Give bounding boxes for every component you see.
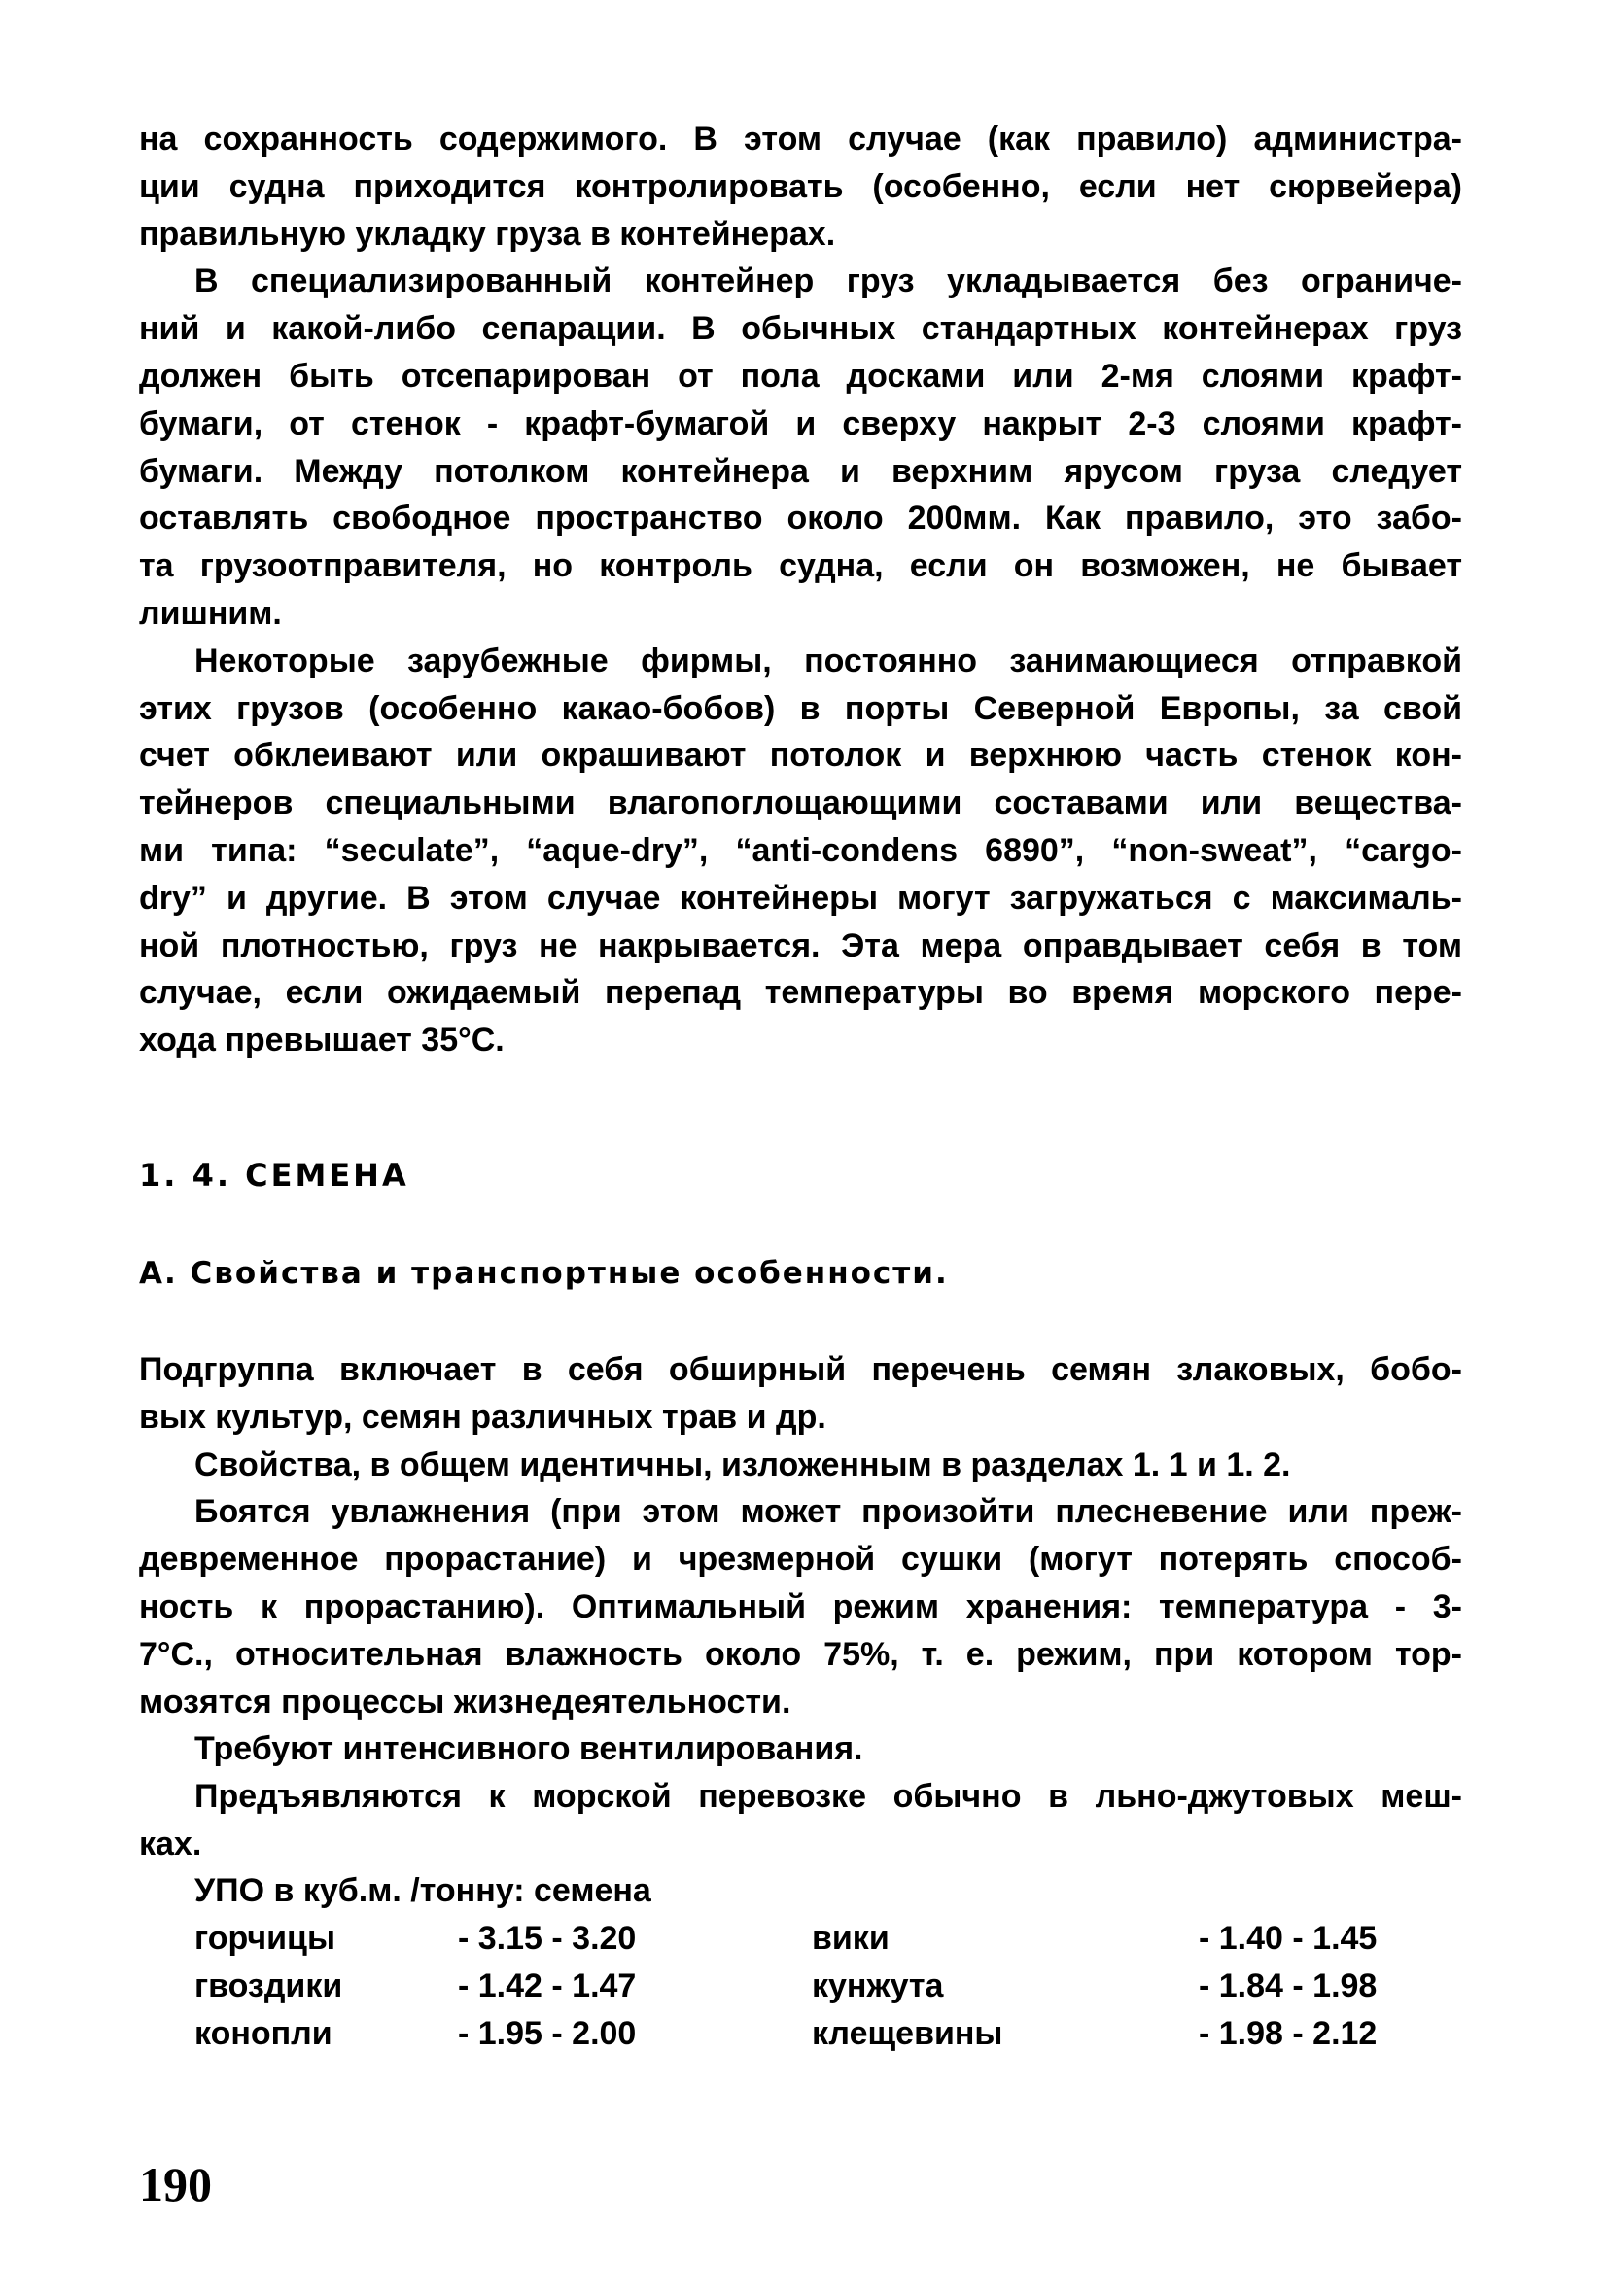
paragraph-line: мозятся процессы жизнедеятельности.: [139, 1683, 791, 1721]
paragraph-line: оставлять свободное пространство около 200мм. Как правило, это забо-: [139, 500, 1462, 538]
paragraph-line: ках.: [139, 1826, 202, 1862]
paragraph-line: на сохранность содержимого. В этом случае (как правило) администра-: [139, 121, 1462, 157]
table-caption: УПО в куб.м. /тонну: семена: [194, 1872, 651, 1909]
table-seed-name: кунжута: [812, 1967, 944, 2004]
paragraph-line: ной плотностью, груз не накрывается. Эта мера оправдывает себя в том: [139, 926, 1462, 964]
table-value: - 1.95 - 2.00: [458, 2015, 637, 2052]
table-value: - 1.40 - 1.45: [1199, 1920, 1378, 1957]
paragraph-line: хода превышает 35°С.: [139, 1022, 505, 1060]
paragraph-line: лишним.: [139, 595, 282, 632]
paragraph-line: девременное прорастание) и чрезмерной сушки (могут потерять способ-: [139, 1541, 1462, 1579]
paragraph-line: dry” и другие. В этом случае контейнеры могут загружаться с максималь-: [139, 879, 1462, 917]
table-value: - 1.98 - 2.12: [1199, 2015, 1378, 2052]
paragraph-line: вых культур, семян различных трав и др.: [139, 1398, 826, 1436]
paragraph-line: счет обклеивают или окрашивают потолок и верхнюю часть стенок кон-: [139, 737, 1462, 775]
paragraph-line: бумаги. Между потолком контейнера и верхним ярусом груза следует: [139, 452, 1462, 490]
paragraph-line: 7°С., относительная влажность около 75%, т. е. режим, при котором тор-: [139, 1635, 1462, 1673]
paragraph-line: ми типа: “seculate”, “aque-dry”, “anti-condens 6890”, “non-sweat”, “cargo-: [139, 832, 1462, 869]
paragraph-line: В специализированный контейнер груз укладывается без ограниче-: [194, 262, 1462, 300]
table-value: - 1.42 - 1.47: [458, 1967, 637, 2004]
table-seed-name: горчицы: [194, 1920, 335, 1957]
section-heading: 1. 4. СЕМЕНА: [139, 1157, 409, 1194]
paragraph-line: ции судна приходится контролировать (особенно, если нет сюрвейера): [139, 167, 1462, 205]
paragraph-line: Предъявляются к морской перевозке обычно в льно-джутовых меш-: [194, 1778, 1462, 1816]
table-value: - 3.15 - 3.20: [458, 1920, 637, 1957]
paragraph-line: этих грузов (особенно какао-бобов) в порты Северной Европы, за свой: [139, 689, 1462, 727]
paragraph-line: ний и какой-либо сепарации. В обычных стандартных контейнерах груз: [139, 310, 1462, 348]
page-number: 190: [139, 2157, 212, 2211]
paragraph-line: Требуют интенсивного вентилирования.: [194, 1730, 863, 1768]
paragraph-line: бумаги, от стенок - крафт-бумагой и сверху накрыт 2-3 слоями крафт-: [139, 404, 1462, 442]
table-seed-name: гвоздики: [194, 1967, 343, 2004]
paragraph-line: правильную укладку груза в контейнерах.: [139, 215, 836, 253]
paragraph-line: тейнеров специальными влагопоглощающими составами или вещества-: [139, 784, 1462, 822]
table-seed-name: вики: [812, 1920, 890, 1957]
paragraph-line: случае, если ожидаемый перепад температуры во время морского пере-: [139, 974, 1462, 1012]
paragraph-line: Боятся увлажнения (при этом может произойти плесневение или преж-: [194, 1493, 1462, 1531]
subheading: А. Свойства и транспортные особенности.: [139, 1256, 949, 1291]
paragraph-line: ность к прорастанию). Оптимальный режим хранения: температура - 3-: [139, 1588, 1462, 1625]
paragraph-line: Подгруппа включает в себя обширный перечень семян злаковых, бобо-: [139, 1351, 1462, 1388]
table-value: - 1.84 - 1.98: [1199, 1967, 1378, 2004]
paragraph-line: Некоторые зарубежные фирмы, постоянно занимающиеся отправкой: [194, 642, 1462, 679]
paragraph-line: Свойства, в общем идентичны, изложенным в разделах 1. 1 и 1. 2.: [194, 1445, 1291, 1483]
paragraph-line: та грузоотправителя, но контроль судна, если он возможен, не бывает: [139, 547, 1462, 585]
paragraph-line: должен быть отсепарирован от пола досками или 2-мя слоями крафт-: [139, 358, 1462, 395]
table-seed-name: клещевины: [812, 2015, 1003, 2052]
table-seed-name: конопли: [194, 2015, 332, 2052]
